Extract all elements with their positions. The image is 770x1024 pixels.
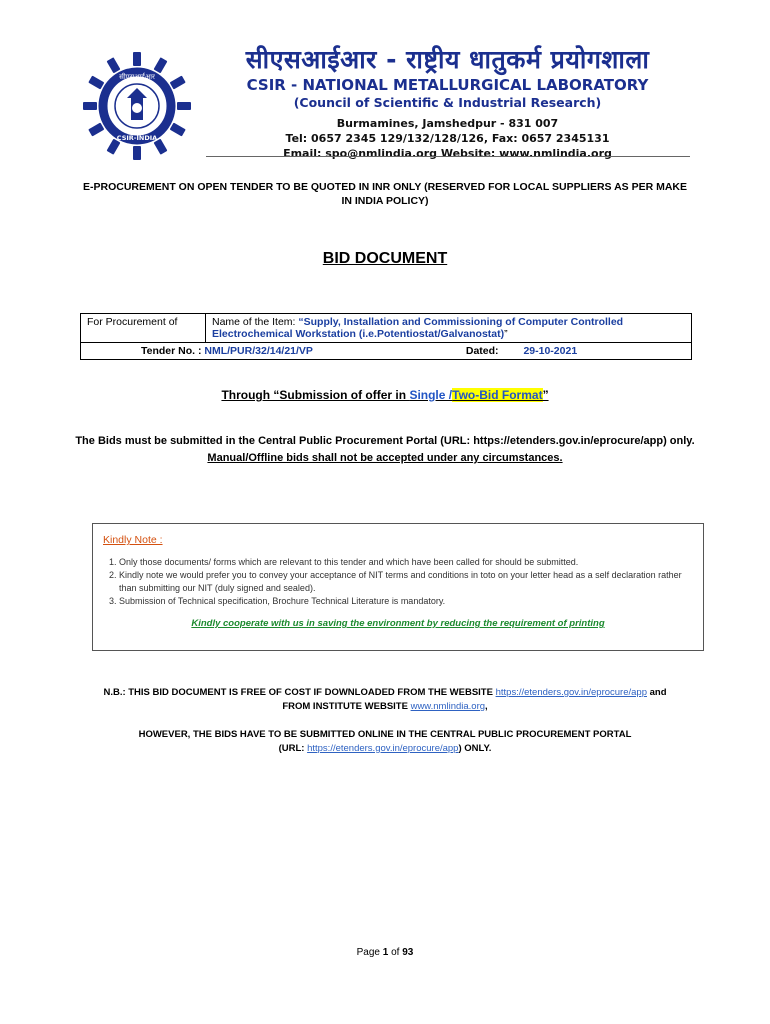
letterhead <box>75 40 690 158</box>
nb-line-3: HOWEVER, THE BIDS HAVE TO BE SUBMITTED ONLINE IN THE CENTRAL PUBLIC PROCUREMENT PORTAL <box>138 729 632 740</box>
eprocurement-notice: E-PROCUREMENT ON OPEN TENDER TO BE QUOTED IN INR ONLY (RESERVED FOR LOCAL SUPPLIERS AS PER MAKE IN INDIA POLICY) <box>82 181 688 207</box>
bids-line: The Bids must be submitted in the Central Public Procurement Portal (URL: https://etenders.gov.in/eprocure/app) only. <box>75 435 695 447</box>
procurement-label: For Procurement of <box>81 314 206 343</box>
tender-table <box>80 313 692 360</box>
hindi-title: सीएसआईआर - राष्ट्रीय धातुकर्म प्रयोगशाला <box>245 45 650 74</box>
table-row <box>81 343 692 360</box>
csir-logo-icon <box>81 50 193 162</box>
nb-notice <box>60 686 710 756</box>
tender-no-cell <box>81 343 692 360</box>
etenders-link-2[interactable]: https://etenders.gov.in/eprocure/app <box>307 743 459 754</box>
dated-label: Dated: <box>465 345 499 357</box>
note-list <box>103 556 693 608</box>
environment-note: Kindly cooperate with us in saving the environment by reducing the requirement of printing <box>191 618 605 629</box>
logo-text-bottom: CSIR-INDIA <box>116 134 158 142</box>
two-bid-label: Two-Bid Format <box>452 388 543 402</box>
email-website: Email: spo@nmlindia.org Website: www.nmlindia.org <box>283 147 612 160</box>
logo-text-top: सीएसआईआर <box>119 73 155 81</box>
offline-warning: Manual/Offline bids shall not be accepted under any circumstances. <box>207 452 563 464</box>
nb-text: FROM INSTITUTE WEBSITE <box>282 701 411 712</box>
nb-text: (URL: <box>278 743 308 754</box>
single-bid-label: Single / <box>409 388 453 402</box>
through-suffix: ” <box>542 388 549 402</box>
dated-value: 29-10-2021 <box>523 345 578 357</box>
page-footer <box>0 947 770 958</box>
nb-text: and <box>647 687 667 698</box>
bid-document-title: BID DOCUMENT <box>322 250 448 267</box>
tender-no: NML/PUR/32/14/21/VP <box>204 345 313 357</box>
letterhead-text <box>205 40 690 161</box>
through-prefix: Through “Submission of offer in <box>221 388 410 402</box>
note-title: Kindly Note : <box>103 534 163 546</box>
nb-line-4 <box>60 742 710 756</box>
nb-text: N.B.: THIS BID DOCUMENT IS FREE OF COST IF DOWNLOADED FROM THE WEBSITE <box>103 687 496 698</box>
page-mid: of <box>388 947 403 958</box>
bids-instruction <box>70 433 700 467</box>
etenders-link[interactable]: https://etenders.gov.in/eprocure/app <box>495 687 647 698</box>
nb-line-1 <box>60 686 710 700</box>
nb-text: ) ONLY. <box>458 743 492 754</box>
page-number: 1 <box>382 947 389 958</box>
page-total: 93 <box>402 947 414 958</box>
kindly-note-box <box>92 523 704 651</box>
address-block <box>205 116 690 161</box>
table-row <box>81 314 692 343</box>
address: Burmamines, Jamshedpur - 831 007 <box>336 117 559 130</box>
org-name: CSIR - NATIONAL METALLURGICAL LABORATORY <box>246 76 649 94</box>
item-cell <box>206 314 692 343</box>
submission-format <box>0 388 770 402</box>
item-close-quote: ” <box>504 328 508 340</box>
list-item: 1. Only those documents/ forms which are relevant to this tender and which have been called for should be submitted. <box>119 556 693 569</box>
list-item: 3. Submission of Technical specification, Brochure Technical Literature is mandatory. <box>119 595 693 608</box>
phone: Tel: 0657 2345 129/132/128/126, Fax: 0657 2345131 <box>285 132 610 145</box>
list-item: 2. Kindly note we would prefer you to convey your acceptance of NIT terms and conditions in toto on your letter head as a self declaration rather than submitting our NIT (duly signed and sealed). <box>119 569 693 595</box>
nb-line-2 <box>60 700 710 714</box>
org-subtitle: (Council of Scientific & Industrial Research) <box>293 95 602 110</box>
item-label: Name of the Item: <box>212 316 299 328</box>
header-divider <box>206 156 690 157</box>
nmlindia-link[interactable]: www.nmlindia.org <box>410 701 486 712</box>
nb-text: , <box>485 701 488 712</box>
tender-no-label: Tender No. : <box>141 345 205 357</box>
page-prefix: Page <box>356 947 383 958</box>
item-name: “Supply, Installation and Commissioning of Computer Controlled Electrochemical Workstation (i.e.Potentiostat/Galvanostat) <box>212 316 624 340</box>
